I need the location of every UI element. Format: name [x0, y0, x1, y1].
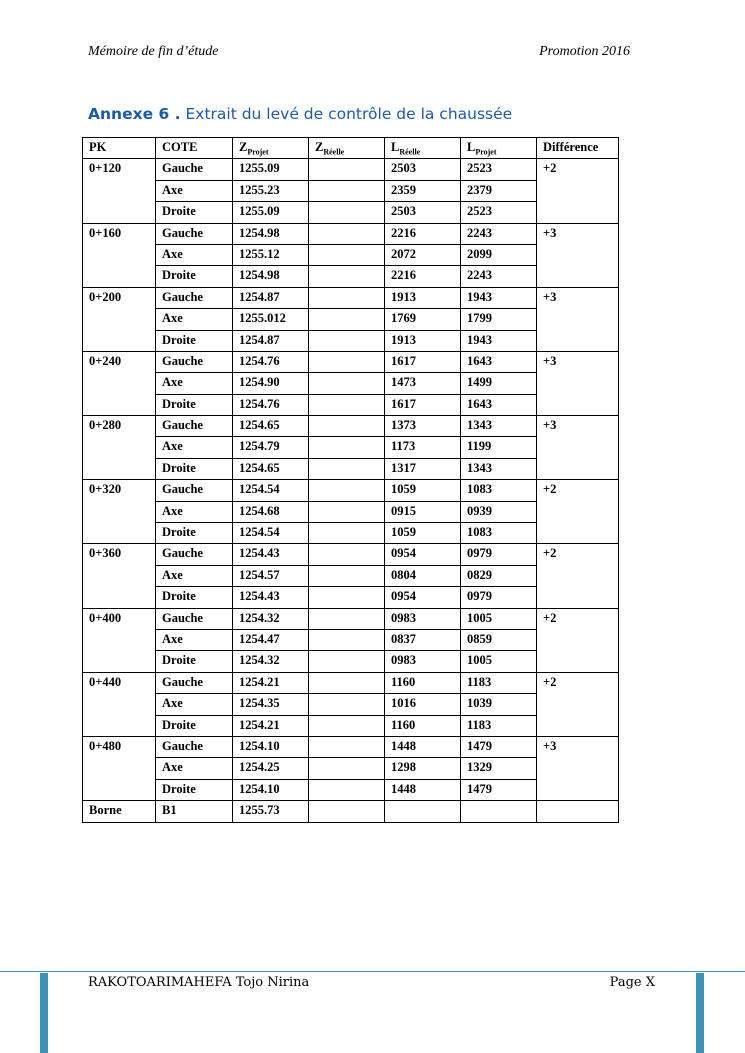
cote-cell: Gauche: [156, 544, 233, 565]
z-projet-cell: 1254.57: [233, 565, 309, 586]
z-reelle-cell: [309, 715, 385, 736]
l-projet-cell: 0979: [461, 544, 537, 565]
table-row: [83, 672, 619, 693]
cote-cell: Droite: [156, 394, 233, 415]
pk-cell: Borne: [83, 801, 156, 822]
l-projet-cell: 2379: [461, 180, 537, 201]
l-projet-cell: 1343: [461, 416, 537, 437]
z-reelle-cell: [309, 287, 385, 308]
pk-cell: 0+360: [83, 544, 156, 608]
l-reelle-cell: 2359: [385, 180, 461, 201]
cote-cell: Axe: [156, 758, 233, 779]
difference-cell: +3: [537, 736, 619, 800]
z-projet-cell: 1254.10: [233, 779, 309, 800]
cote-cell: Gauche: [156, 608, 233, 629]
l-reelle-cell: 1617: [385, 351, 461, 372]
footer-author: RAKOTOARIMAHEFA Tojo Nirina: [88, 975, 310, 990]
cote-cell: Gauche: [156, 416, 233, 437]
z-projet-cell: 1254.87: [233, 330, 309, 351]
l-reelle-cell: 0954: [385, 544, 461, 565]
z-projet-cell: 1254.98: [233, 223, 309, 244]
z-reelle-cell: [309, 587, 385, 608]
z-projet-cell: 1254.65: [233, 458, 309, 479]
l-projet-cell: 1039: [461, 694, 537, 715]
l-reelle-cell: 1448: [385, 736, 461, 757]
z-projet-cell: 1254.79: [233, 437, 309, 458]
l-reelle-cell: 1160: [385, 715, 461, 736]
cote-cell: Droite: [156, 523, 233, 544]
z-reelle-cell: [309, 373, 385, 394]
footer-page-number: Page X: [609, 975, 655, 990]
z-projet-cell: 1254.54: [233, 523, 309, 544]
z-projet-cell: 1254.87: [233, 287, 309, 308]
table-row: [83, 351, 619, 372]
z-projet-cell: 1254.47: [233, 629, 309, 650]
cote-cell: Axe: [156, 244, 233, 265]
z-projet-cell: 1254.76: [233, 394, 309, 415]
l-reelle-cell: 1059: [385, 523, 461, 544]
footer-accent-left: [40, 973, 48, 1053]
z-reelle-cell: [309, 394, 385, 415]
table-row: [83, 287, 619, 308]
z-reelle-cell: [309, 480, 385, 501]
cote-cell: Axe: [156, 437, 233, 458]
z-projet-cell: 1254.68: [233, 501, 309, 522]
l-projet-cell: 1479: [461, 779, 537, 800]
z-reelle-cell: [309, 159, 385, 180]
z-projet-cell: 1255.09: [233, 159, 309, 180]
l-projet-cell: 1005: [461, 608, 537, 629]
l-projet-cell: 1643: [461, 351, 537, 372]
z-reelle-cell: [309, 437, 385, 458]
difference-cell: +3: [537, 287, 619, 351]
l-reelle-cell: 1059: [385, 480, 461, 501]
z-reelle-cell: [309, 672, 385, 693]
l-projet-cell: 2523: [461, 159, 537, 180]
l-projet-cell: 1183: [461, 672, 537, 693]
l-projet-cell: 1329: [461, 758, 537, 779]
l-projet-cell: 2243: [461, 223, 537, 244]
z-projet-cell: 1255.23: [233, 180, 309, 201]
annex-title: [88, 105, 512, 123]
l-reelle-cell: 2503: [385, 202, 461, 223]
table-row: [83, 223, 619, 244]
l-projet-cell: 2523: [461, 202, 537, 223]
l-projet-cell: [461, 801, 537, 822]
l-reelle-cell: 1448: [385, 779, 461, 800]
cote-cell: Droite: [156, 779, 233, 800]
difference-cell: +3: [537, 351, 619, 415]
l-projet-cell: 0829: [461, 565, 537, 586]
table-row: [83, 159, 619, 180]
header-pk: PK: [83, 138, 156, 159]
l-reelle-cell: 2072: [385, 244, 461, 265]
annex-number: Annexe 6 .: [88, 105, 181, 123]
z-reelle-cell: [309, 801, 385, 822]
z-reelle-cell: [309, 266, 385, 287]
table-row: [83, 480, 619, 501]
cote-cell: Axe: [156, 180, 233, 201]
l-reelle-cell: 1298: [385, 758, 461, 779]
z-reelle-cell: [309, 779, 385, 800]
l-projet-cell: 1943: [461, 330, 537, 351]
l-reelle-cell: 1913: [385, 330, 461, 351]
control-survey-table: [82, 137, 619, 823]
z-reelle-cell: [309, 523, 385, 544]
cote-cell: B1: [156, 801, 233, 822]
z-reelle-cell: [309, 629, 385, 650]
z-reelle-cell: [309, 651, 385, 672]
header-l-projet: $L_{Projet}$: [461, 138, 537, 159]
cote-cell: Axe: [156, 373, 233, 394]
difference-cell: +2: [537, 159, 619, 223]
table-row: [83, 544, 619, 565]
l-projet-cell: 1343: [461, 458, 537, 479]
header-l-reelle: $L_{Réelle}$: [385, 138, 461, 159]
l-projet-cell: 2243: [461, 266, 537, 287]
z-reelle-cell: [309, 351, 385, 372]
footer-accent-right: [696, 973, 704, 1053]
z-reelle-cell: [309, 202, 385, 223]
l-reelle-cell: 1173: [385, 437, 461, 458]
z-reelle-cell: [309, 223, 385, 244]
l-reelle-cell: 1473: [385, 373, 461, 394]
header-promotion: Promotion 2016: [539, 44, 630, 59]
z-reelle-cell: [309, 330, 385, 351]
z-projet-cell: 1255.73: [233, 801, 309, 822]
z-projet-cell: 1255.012: [233, 309, 309, 330]
annex-caption: Extrait du levé de contrôle de la chaussée: [180, 105, 513, 123]
z-projet-cell: 1254.32: [233, 608, 309, 629]
difference-cell: +2: [537, 608, 619, 672]
l-reelle-cell: 1617: [385, 394, 461, 415]
l-reelle-cell: [385, 801, 461, 822]
l-projet-cell: 0939: [461, 501, 537, 522]
l-projet-cell: 2099: [461, 244, 537, 265]
l-projet-cell: 0979: [461, 587, 537, 608]
l-reelle-cell: 2216: [385, 266, 461, 287]
difference-cell: +2: [537, 544, 619, 608]
z-reelle-cell: [309, 501, 385, 522]
pk-cell: 0+280: [83, 416, 156, 480]
l-projet-cell: 1005: [461, 651, 537, 672]
l-reelle-cell: 0804: [385, 565, 461, 586]
cote-cell: Axe: [156, 501, 233, 522]
l-reelle-cell: 0915: [385, 501, 461, 522]
cote-cell: Axe: [156, 629, 233, 650]
pk-cell: 0+440: [83, 672, 156, 736]
l-projet-cell: 1643: [461, 394, 537, 415]
difference-cell: +2: [537, 480, 619, 544]
z-reelle-cell: [309, 180, 385, 201]
z-projet-cell: 1254.98: [233, 266, 309, 287]
z-projet-cell: 1254.21: [233, 715, 309, 736]
l-reelle-cell: 2503: [385, 159, 461, 180]
l-projet-cell: 1199: [461, 437, 537, 458]
table-body: [83, 159, 619, 822]
pk-cell: 0+320: [83, 480, 156, 544]
header-z-projet: $Z_{Projet}$: [233, 138, 309, 159]
z-projet-cell: 1254.25: [233, 758, 309, 779]
footer-divider: [0, 971, 745, 972]
pk-cell: 0+160: [83, 223, 156, 287]
cote-cell: Droite: [156, 587, 233, 608]
cote-cell: Gauche: [156, 351, 233, 372]
cote-cell: Axe: [156, 565, 233, 586]
l-reelle-cell: 1160: [385, 672, 461, 693]
l-reelle-cell: 0954: [385, 587, 461, 608]
l-reelle-cell: 0837: [385, 629, 461, 650]
z-reelle-cell: [309, 758, 385, 779]
header-document-title: Mémoire de fin d’étude: [88, 44, 219, 59]
cote-cell: Droite: [156, 266, 233, 287]
l-reelle-cell: 1913: [385, 287, 461, 308]
cote-cell: Droite: [156, 458, 233, 479]
z-projet-cell: 1254.54: [233, 480, 309, 501]
z-reelle-cell: [309, 244, 385, 265]
z-projet-cell: 1255.09: [233, 202, 309, 223]
cote-cell: Gauche: [156, 223, 233, 244]
l-projet-cell: 1799: [461, 309, 537, 330]
header-cote: COTE: [156, 138, 233, 159]
z-projet-cell: 1254.90: [233, 373, 309, 394]
cote-cell: Gauche: [156, 287, 233, 308]
l-reelle-cell: 2216: [385, 223, 461, 244]
pk-cell: 0+200: [83, 287, 156, 351]
z-reelle-cell: [309, 565, 385, 586]
l-reelle-cell: 1016: [385, 694, 461, 715]
table-row: [83, 416, 619, 437]
z-projet-cell: 1254.65: [233, 416, 309, 437]
cote-cell: Gauche: [156, 736, 233, 757]
z-projet-cell: 1254.35: [233, 694, 309, 715]
l-reelle-cell: 0983: [385, 651, 461, 672]
z-reelle-cell: [309, 736, 385, 757]
table-row: [83, 736, 619, 757]
cote-cell: Droite: [156, 715, 233, 736]
l-reelle-cell: 1317: [385, 458, 461, 479]
l-projet-cell: 1499: [461, 373, 537, 394]
l-projet-cell: 1943: [461, 287, 537, 308]
difference-cell: +2: [537, 672, 619, 736]
pk-cell: 0+400: [83, 608, 156, 672]
l-projet-cell: 1083: [461, 480, 537, 501]
z-reelle-cell: [309, 608, 385, 629]
pk-cell: 0+480: [83, 736, 156, 800]
header-z-reelle: $Z_{Réelle}$: [309, 138, 385, 159]
l-projet-cell: 1183: [461, 715, 537, 736]
z-projet-cell: 1254.43: [233, 544, 309, 565]
z-projet-cell: 1255.12: [233, 244, 309, 265]
l-reelle-cell: 1769: [385, 309, 461, 330]
difference-cell: +3: [537, 416, 619, 480]
cote-cell: Droite: [156, 651, 233, 672]
z-reelle-cell: [309, 544, 385, 565]
z-reelle-cell: [309, 309, 385, 330]
z-projet-cell: 1254.32: [233, 651, 309, 672]
cote-cell: Gauche: [156, 672, 233, 693]
l-reelle-cell: 1373: [385, 416, 461, 437]
z-reelle-cell: [309, 458, 385, 479]
table-header-row: [83, 138, 619, 159]
z-projet-cell: 1254.21: [233, 672, 309, 693]
z-reelle-cell: [309, 694, 385, 715]
cote-cell: Axe: [156, 309, 233, 330]
z-projet-cell: 1254.10: [233, 736, 309, 757]
header-difference: Différence: [537, 138, 619, 159]
l-projet-cell: 1479: [461, 736, 537, 757]
cote-cell: Droite: [156, 202, 233, 223]
cote-cell: Axe: [156, 694, 233, 715]
table-row: [83, 608, 619, 629]
l-projet-cell: 0859: [461, 629, 537, 650]
difference-cell: +3: [537, 223, 619, 287]
cote-cell: Gauche: [156, 159, 233, 180]
pk-cell: 0+240: [83, 351, 156, 415]
z-projet-cell: 1254.76: [233, 351, 309, 372]
z-reelle-cell: [309, 416, 385, 437]
table-row-borne: [83, 801, 619, 822]
pk-cell: 0+120: [83, 159, 156, 223]
l-projet-cell: 1083: [461, 523, 537, 544]
z-projet-cell: 1254.43: [233, 587, 309, 608]
cote-cell: Droite: [156, 330, 233, 351]
difference-cell: [537, 801, 619, 822]
l-reelle-cell: 0983: [385, 608, 461, 629]
cote-cell: Gauche: [156, 480, 233, 501]
